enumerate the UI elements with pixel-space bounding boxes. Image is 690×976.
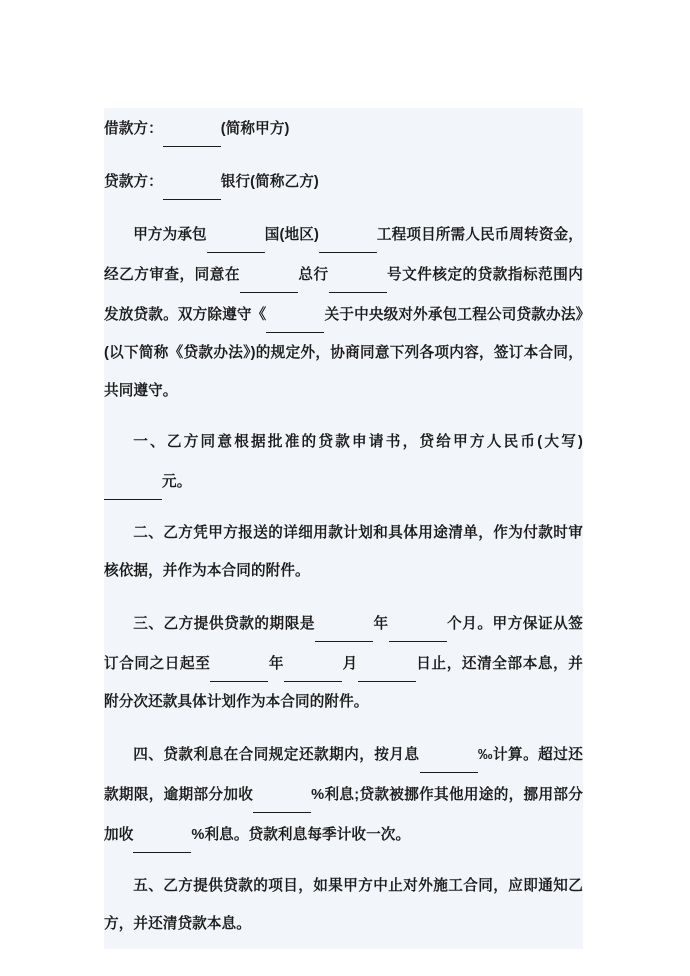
text-run: %利息;贷款被挪作其他用途的，挪用部分加收 [104, 787, 583, 843]
fill-in-blank[interactable] [358, 643, 416, 682]
paragraph-article-5 [104, 867, 583, 943]
fill-in-blank[interactable] [266, 294, 324, 333]
fill-in-blank[interactable] [163, 161, 221, 200]
text-run: 日止，还清全部本息，并附分次还款具体计划作为本合同的附件。 [104, 656, 583, 710]
text-run: 一、乙方同意根据批准的贷款申请书，贷给甲方人民币(大写) [133, 434, 583, 450]
fill-in-blank[interactable] [329, 254, 387, 293]
text-run: 贷款方： [104, 174, 163, 190]
paragraph-article-2 [104, 514, 583, 590]
fill-in-blank[interactable] [253, 774, 311, 813]
fill-in-blank[interactable] [240, 254, 298, 293]
text-run: 号文件核定的贷款指标范围内发放贷款。双方除遵守《 [104, 267, 583, 323]
paragraph-preamble [104, 214, 583, 410]
fill-in-blank[interactable] [420, 734, 478, 773]
text-run: 元。 [162, 474, 192, 490]
paragraph-article-3 [104, 603, 583, 721]
paragraph-article-1 [104, 423, 583, 501]
text-run: 银行(简称乙方) [220, 174, 319, 190]
text-run: 关于中央级对外承包工程公司贷款办法》(以下简称《贷款办法》)的规定外，协商同意下列各项内容，签订本合同，共同遵守。 [104, 307, 583, 399]
fill-in-blank[interactable] [284, 643, 342, 682]
fill-in-blank[interactable] [133, 814, 191, 853]
text-run: 年 [268, 656, 285, 672]
text-run: 国(地区) [264, 227, 319, 243]
text-run: ‰计算。超过还款期限，逾期部分加收 [104, 747, 584, 803]
paragraph-lender-line [104, 161, 583, 201]
text-run: 五、乙方提供贷款的项目，如果甲方中止对外施工合同，应即通知乙方，并还清贷款本息。 [104, 878, 583, 932]
text-run: 甲方为承包 [133, 227, 207, 243]
fill-in-blank[interactable] [163, 108, 221, 147]
paragraph-borrower-line [104, 108, 583, 148]
paragraph-article-4 [104, 734, 583, 854]
text-run: 四、贷款利息在合同规定还款期内，按月息 [133, 747, 420, 763]
fill-in-blank[interactable] [315, 603, 373, 642]
text-run: 月 [342, 656, 358, 672]
text-run: 借款方： [104, 121, 163, 137]
fill-in-blank[interactable] [207, 214, 265, 253]
text-run: (简称甲方) [220, 121, 290, 137]
text-run: 三、乙方提供贷款的期限是 [133, 616, 316, 632]
text-run: 个月。甲方保证从签订合同之日起至 [104, 616, 584, 672]
text-run: 总行 [297, 267, 329, 283]
text-run: 年 [373, 616, 389, 632]
fill-in-blank[interactable] [389, 603, 447, 642]
document-body [104, 108, 583, 943]
fill-in-blank[interactable] [319, 214, 377, 253]
fill-in-blank[interactable] [210, 643, 268, 682]
fill-in-blank[interactable] [104, 461, 162, 500]
text-run: 二、乙方凭甲方报送的详细用款计划和具体用途清单，作为付款时审核依据，并作为本合同的附件。 [104, 525, 583, 579]
text-run: %利息。贷款利息每季计收一次。 [191, 827, 411, 843]
text-run: 工程项目所需人民币周转资金，经乙方审查，同意在 [104, 227, 583, 283]
